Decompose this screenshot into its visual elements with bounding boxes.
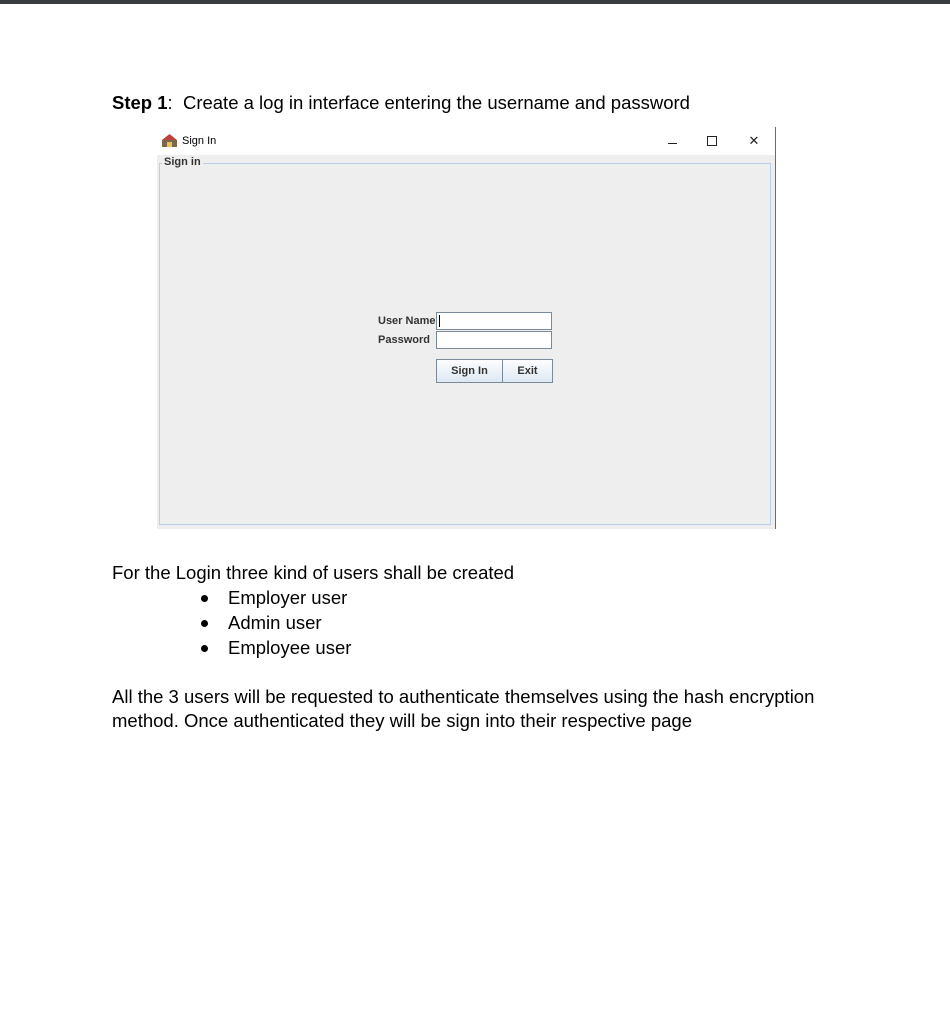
- list-item: [198, 612, 351, 637]
- list-item: [198, 637, 351, 662]
- maximize-button[interactable]: [697, 131, 727, 151]
- user-type-list: [198, 587, 351, 662]
- window-edge: [775, 127, 776, 529]
- intro-text: For the Login three kind of users shall be created: [112, 562, 515, 583]
- close-icon: ✕: [748, 133, 760, 148]
- list-item-text: Admin user: [228, 612, 322, 633]
- bullet-icon: [201, 595, 208, 602]
- step-text: Create a log in interface entering the username and password: [182, 92, 690, 113]
- content-pane: [157, 155, 775, 529]
- password-input[interactable]: [436, 331, 552, 349]
- maximize-icon: [707, 136, 717, 146]
- java-app-icon: [162, 134, 177, 147]
- username-label: User Name: [378, 315, 436, 327]
- bullet-icon: [201, 645, 208, 652]
- username-input[interactable]: [436, 312, 552, 330]
- list-item: [198, 587, 351, 612]
- password-label: Password: [378, 334, 430, 346]
- sign-in-button[interactable]: Sign In: [436, 359, 503, 383]
- window-titlebar: [157, 127, 775, 155]
- authentication-paragraph: [112, 685, 814, 733]
- minimize-button[interactable]: [657, 131, 687, 151]
- window-title: Sign In: [182, 135, 217, 147]
- step-heading: [112, 92, 690, 114]
- text-caret: [439, 315, 440, 327]
- panel-title: Sign in: [164, 156, 201, 168]
- list-item-text: Employer user: [228, 587, 348, 608]
- exit-button[interactable]: Exit: [502, 359, 553, 383]
- step-colon: :: [167, 92, 173, 113]
- list-item-text: Employee user: [228, 637, 352, 658]
- paragraph-line: All the 3 users will be requested to authenticate themselves using the hash encryption: [112, 686, 815, 707]
- top-bar: [0, 0, 950, 4]
- close-button[interactable]: [739, 131, 769, 151]
- sign-in-window-screenshot: [157, 127, 777, 529]
- paragraph-line: method. Once authenticated they will be sign into their respective page: [112, 710, 693, 731]
- step-label: Step 1: [112, 92, 168, 113]
- minimize-icon: [668, 143, 677, 144]
- bullet-icon: [201, 620, 208, 627]
